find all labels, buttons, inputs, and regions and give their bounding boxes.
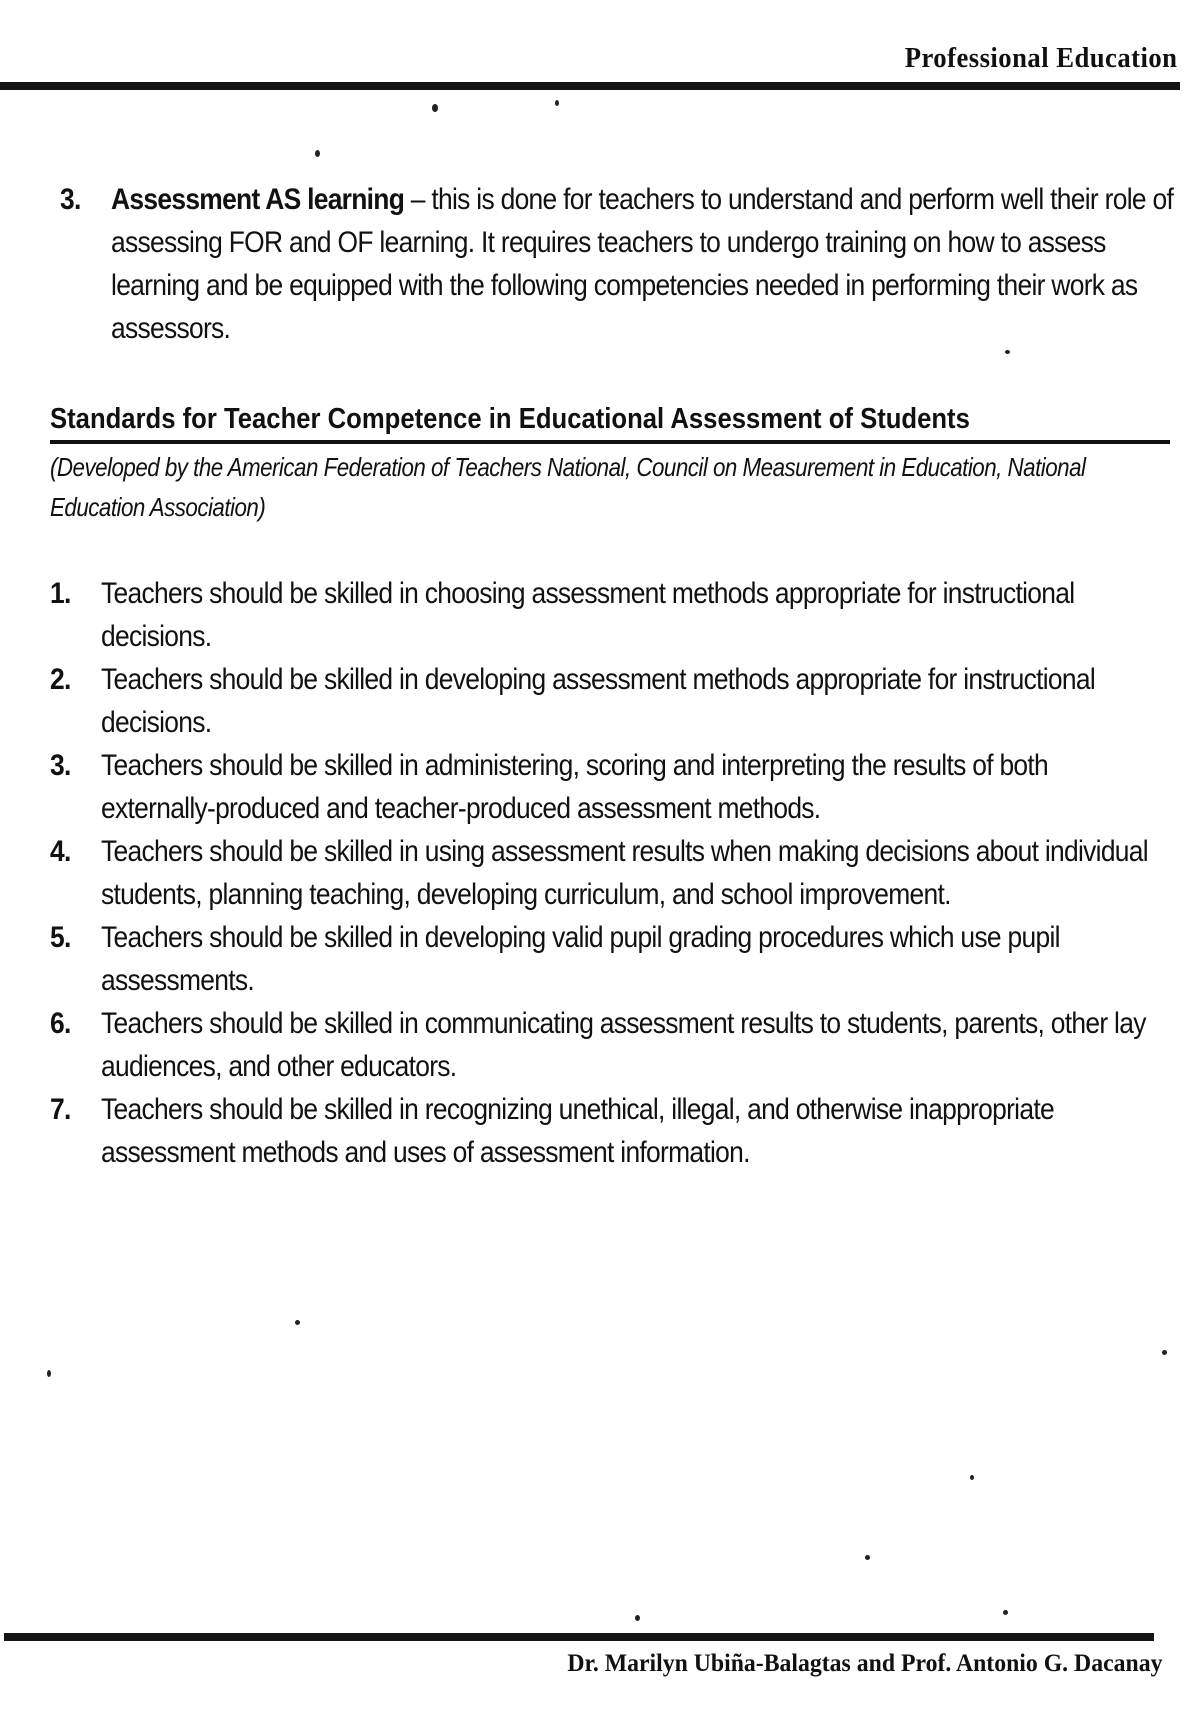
list-item bbox=[50, 830, 1168, 916]
item-text: Teachers should be skilled in choosing assessment methods appropriate for instructional decisions. bbox=[101, 577, 1075, 653]
item-text: Teachers should be skilled in recognizing unethical, illegal, and otherwise inappropriate assessment methods and uses of assessment information. bbox=[101, 1093, 1054, 1169]
section-heading: Standards for Teacher Competence in Educational Assessment of Students bbox=[50, 403, 970, 435]
list-item bbox=[50, 658, 1168, 744]
scan-speck bbox=[47, 1370, 51, 1377]
list-item bbox=[50, 744, 1168, 830]
scan-speck bbox=[970, 1475, 974, 1480]
item-number: 7. bbox=[50, 1093, 71, 1126]
list-item bbox=[50, 916, 1168, 1002]
item-text: Teachers should be skilled in developing assessment methods appropriate for instructional decisions. bbox=[101, 663, 1095, 739]
scan-speck bbox=[1005, 350, 1010, 354]
list-item bbox=[50, 1088, 1168, 1174]
intro-item-lead: Assessment AS learning bbox=[111, 183, 405, 216]
heading-underline bbox=[50, 440, 1170, 444]
scan-speck bbox=[315, 150, 320, 157]
footer-authors: Dr. Marilyn Ubiña-Balagtas and Prof. Antonio G. Dacanay bbox=[566, 1650, 1162, 1677]
running-header-title: Professional Education bbox=[904, 42, 1177, 74]
list-item bbox=[50, 1002, 1168, 1088]
item-number: 5. bbox=[50, 921, 71, 954]
intro-item bbox=[60, 178, 1180, 350]
scan-speck bbox=[635, 1615, 640, 1621]
scan-speck bbox=[295, 1320, 300, 1325]
item-number: 4. bbox=[50, 835, 71, 868]
item-number: 6. bbox=[50, 1007, 71, 1040]
scan-speck bbox=[555, 100, 559, 106]
scan-speck bbox=[1003, 1610, 1008, 1615]
item-text: Teachers should be skilled in using assessment results when making decisions about individual students, planning teaching, developing curriculum, and school improvement. bbox=[101, 835, 1148, 911]
scan-speck bbox=[1162, 1350, 1167, 1355]
scan-speck bbox=[432, 104, 438, 112]
scan-speck bbox=[865, 1555, 870, 1560]
intro-item-number: 3. bbox=[60, 183, 81, 216]
list-item bbox=[50, 572, 1168, 658]
section-subtitle: (Developed by the American Federation of Teachers National, Council on Measurement in Education, National Education Association) bbox=[50, 452, 1086, 522]
item-text: Teachers should be skilled in developing valid pupil grading procedures which use pupil assessments. bbox=[101, 921, 1060, 997]
standards-list bbox=[50, 572, 1170, 1174]
header-rule bbox=[0, 82, 1180, 90]
item-number: 2. bbox=[50, 663, 71, 696]
item-text: Teachers should be skilled in administering, scoring and interpreting the results of both externally-produced and teacher-produced assessment methods. bbox=[101, 749, 1049, 825]
item-number: 3. bbox=[50, 749, 71, 782]
item-text: Teachers should be skilled in communicating assessment results to students, parents, other lay audiences, and other educators. bbox=[101, 1007, 1146, 1083]
intro-item-text: – this is done for teachers to understand and perform well their role of assessing FOR and OF learning. It requires teachers to undergo training on how to assess learning and be equipped with the following competencies needed in performing their work as assessors. bbox=[111, 183, 1174, 345]
item-number: 1. bbox=[50, 577, 71, 610]
footer-rule bbox=[4, 1633, 1154, 1641]
